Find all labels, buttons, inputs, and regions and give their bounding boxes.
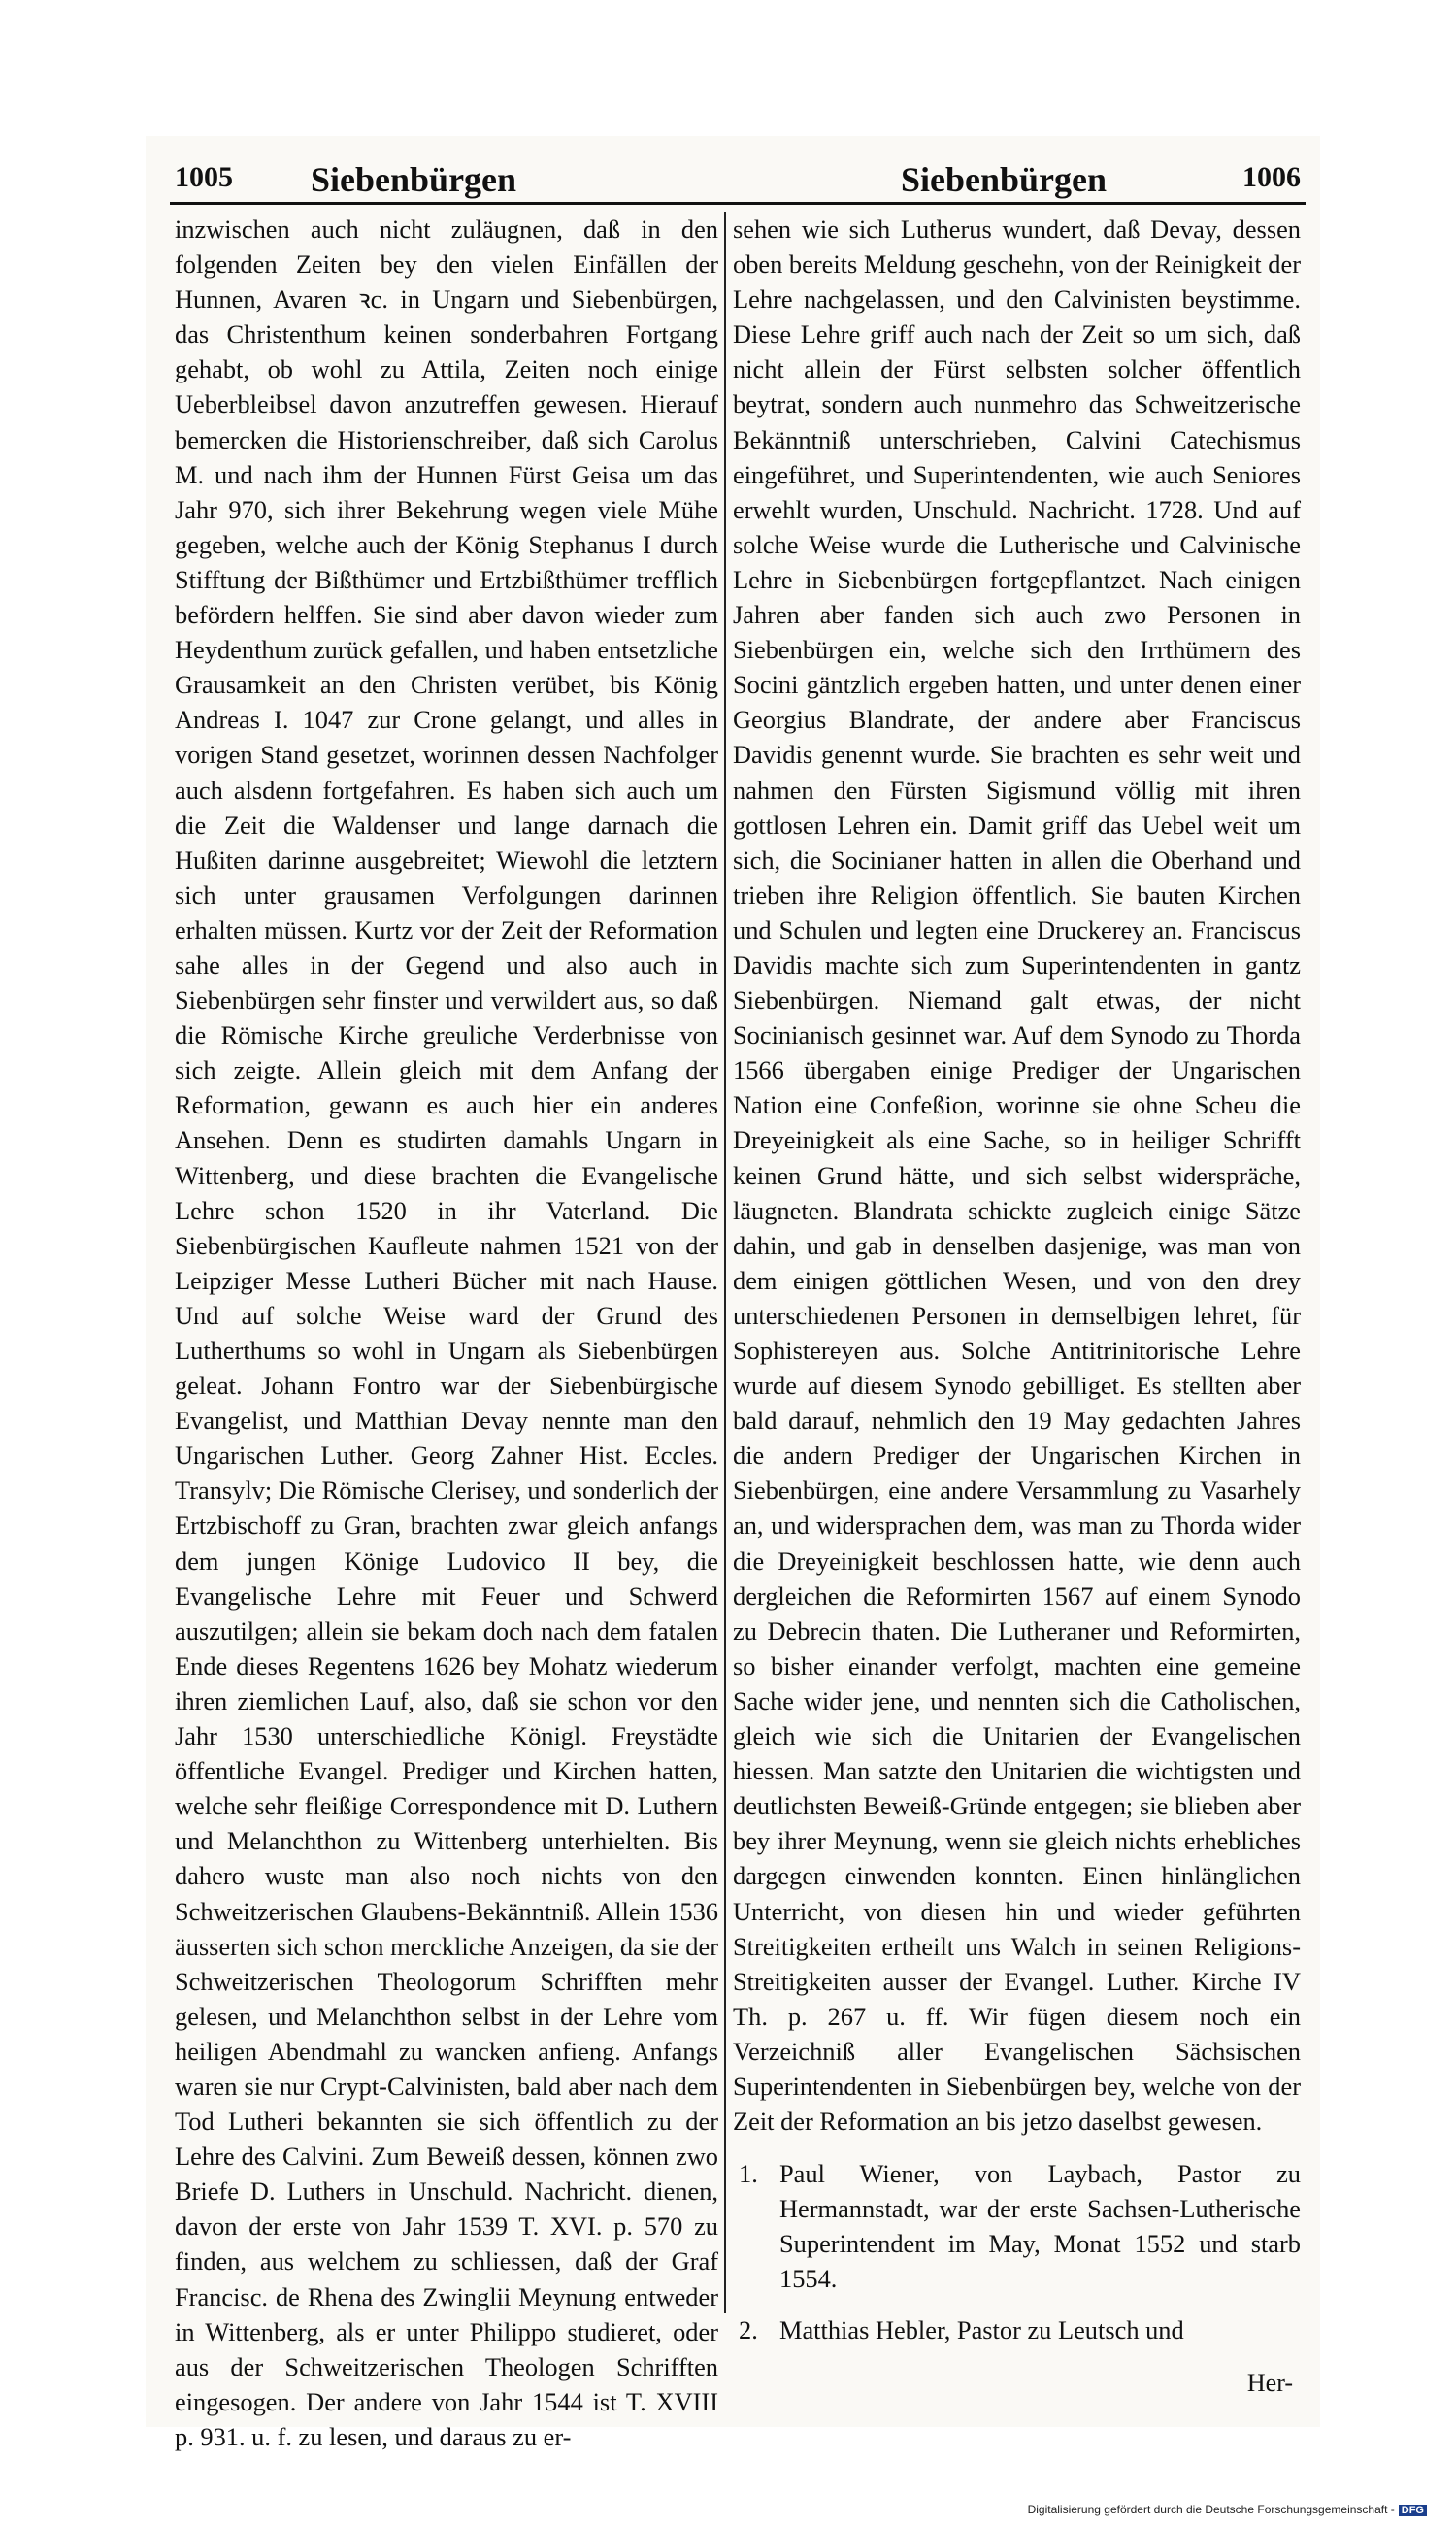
list-item-number: 1. <box>739 2159 758 2189</box>
footer-text: Digitalisierung gefördert durch die Deutsche Forschungsgemeinschaft - <box>1027 2503 1395 2516</box>
right-column-text: sehen wie sich Lutherus wundert, daß Devay, dessen oben bereits Meldung geschehn, von der Reinigkeit der Lehre nachgelassen, und den Calvinisten beystimme. Diese Lehre griff auch nach der Zeit so um sich, daß nicht allein der Fürst selbsten solcher öffentlich beytrat, sondern auch nunmehro das Schweitzerische Bekänntniß unterschrieben, Calvini Catechismus eingeführet, und Superintendenten, wie auch Seniores erwehlt wurden, Unschuld. Nachricht. 1728. Und auf solche Weise wurde die Lutherische und Calvinische Lehre in Siebenbürgen fortgepflantzet. Nach einigen Jahren aber fanden sich auch zwo Personen in Siebenbürgen ein, welche sich den Irrthümern des Socini gäntzlich ergeben hatten, und unter denen einer Georgius Blandrate, der andere aber Franciscus Davidis genennt wurde. Sie brachten es sehr weit und nahmen den Fürsten Sigismund völlig mit ihren gottlosen Lehren ein. Damit griff das Uebel weit um sich, die Socinianer hatten in allen die Oberhand und trieben ihre Religion öffentlich. Sie bauten Kirchen und Schulen und legten eine Druckerey an. Franciscus Davidis machte sich zum Superintendenten in gantz Siebenbürgen. Niemand galt etwas, der nicht Socinianisch gesinnet war. Auf dem Synodo zu Thorda 1566 übergaben einige Prediger der Ungarischen Nation eine Confeßion, worinne sie ohne Scheu die Dreyeinigkeit als eine Sache, so in heiliger Schrifft keinen Grund hätte, und sich selbst widerspräche, läugneten. Blandrata schickte zugleich einige Sätze dahin, und gab in denselben dasjenige, was man von dem einigen göttlichen Wesen, und von den drey unterschiedenen Personen in demselbigen lehret, für Sophistereyen aus. Solche Antitrinitorische Lehre wurde auf diesem Synodo gebilliget. Es stellten aber bald darauf, nehmlich den 19 May gedachten Jahres die andern Prediger der Ungarischen Kirchen in Siebenbürgen, eine andere Versammlung zu Vasarhely an, und widersprachen dem, was man zu Thorda wider die Dreyeinigkeit beschlossen hatte, wie denn auch dergleichen die Reformirten 1567 auf einem Synodo zu Debrecin thaten. Die Lutheraner und Reformirten, so bisher einander verfolgt, machten eine gemeine Sache wider jene, und nennten sich die Catholischen, gleich wie sich die Unitarien der Evangelischen hiessen. Man satzte den Unitarien die wichtigsten und deutlichsten Beweiß-Gründe entgegen; sie blieben aber bey ihrer Meynung, wenn sie gleich nichts erhebliches dargegen einwenden konnten. Einen hinlänglichen Unterricht, von diesen hin und wieder geführten Streitigkeiten ertheilt uns Walch in seinen Religions-Streitigkeiten ausser der Evangel. Luther. Kirche IV Th. p. 267 u. ff. Wir fügen diesem noch ein Verzeichniß aller Evangelischen Sächsischen Superintendenten in Siebenbürgen bey, welche von der Zeit der Reformation an bis jetzo daselbst gewesen. <box>733 215 1301 2137</box>
superintendent-list <box>733 2156 1301 2346</box>
list-item <box>733 2312 1301 2347</box>
list-item <box>733 2156 1301 2296</box>
left-column <box>175 212 718 2451</box>
page-number-right: 1006 <box>1242 161 1301 193</box>
list-item-text: Paul Wiener, von Laybach, Pastor zu Hermannstadt, war der erste Sachsen-Lutherische Superintendent im May, Monat 1552 und starb 1554. <box>779 2159 1301 2294</box>
right-column <box>733 212 1301 2344</box>
catchword: Her- <box>1246 2369 1293 2397</box>
page-number-left: 1005 <box>175 161 233 193</box>
left-column-text: inzwischen auch nicht zuläugnen, daß in den folgenden Zeiten bey den vielen Einfällen der Hunnen, Avaren ꝛc. in Ungarn und Siebenbürgen, das Christenthum keinen sonderbahren Fortgang gehabt, ob wohl zu Attila, Zeiten noch einige Ueberbleibsel davon anzutreffen gewesen. Hierauf bemercken die Historienschreiber, daß sich Carolus M. und nach ihm der Hunnen Fürst Geisa um das Jahr 970, sich ihrer Bekehrung wegen viele Mühe gegeben, welche auch der König Stephanus I durch Stifftung der Bißthümer und Ertzbißthümer trefflich befördern helffen. Sie sind aber davon wieder zum Heydenthum zurück gefallen, und haben entsetzliche Grausamkeit an den Christen verübet, bis König Andreas I. 1047 zur Crone gelangt, und alles in vorigen Stand gesetzet, worinnen dessen Nachfolger auch alsdenn fortgefahren. Es haben sich auch um die Zeit die Waldenser und lange darnach die Hußiten darinne ausgebreitet; Wiewohl die letztern sich unter grausamen Verfolgungen darinnen erhalten müssen. Kurtz vor der Zeit der Reformation sahe alles in der Gegend und also auch in Siebenbürgen sehr finster und verwildert aus, so daß die Römische Kirche greuliche Verderbnisse von sich zeigte. Allein gleich mit dem Anfang der Reformation, gewann es auch hier ein anderes Ansehen. Denn es studirten damahls Ungarn in Wittenberg, und diese brachten die Evangelische Lehre schon 1520 in ihr Vaterland. Die Siebenbürgischen Kaufleute nahmen 1521 von der Leipziger Messe Lutheri Bücher mit nach Hause. Und auf solche Weise ward der Grund des Lutherthums so wohl in Ungarn als Siebenbürgen geleat. Johann Fontro war der Siebenbürgische Evangelist, und Matthian Devay nennte man den Ungarischen Luther. Georg Zahner Hist. Eccles. Transylv; Die Römische Clerisey, und sonderlich der Ertzbischoff zu Gran, brachten zwar gleich anfangs dem jungen Könige Ludovico II bey, die Evangelische Lehre mit Feuer und Schwerd auszutilgen; allein sie bekam doch nach dem fatalen Ende dieses Regentens 1626 bey Mohatz wiederum ihren ziemlichen Lauf, also, daß sie schon vor den Jahr 1530 unterschiedliche Königl. Freystädte öffentliche Evangel. Prediger und Kirchen hatten, welche sehr fleißige Correspondence mit D. Luthern und Melanchthon zu Wittenberg unterhielten. Bis dahero wuste man also noch nichts von den Schweitzerischen Glaubens-Bekänntniß. Allein 1536 äusserten sich schon merckliche Anzeigen, da sie der Schweitzerischen Theologorum Schrifften mehr gelesen, und Melanchthon selbst in der Lehre vom heiligen Abendmahl zu wancken anfieng. Anfangs waren sie nur Crypt-Calvinisten, bald aber nach dem Tod Lutheri bekannten sie sich öffentlich zu der Lehre des Calvini. Zum Beweiß dessen, können zwo Briefe D. Luthers in Unschuld. Nachricht. dienen, davon der erste von Jahr 1539 T. XVI. p. 570 zu finden, aus welchem zu schliessen, daß der Graf Francisc. de Rhena des Zwinglii Meynung entweder in Wittenberg, als er unter Philippo studieret, oder aus der Schweitzerischen Theologen Schrifften eingesogen. Der andere von Jahr 1544 ist T. XVIII p. 931. u. f. zu lesen, und daraus zu er- <box>175 215 718 2451</box>
column-divider <box>724 212 726 2313</box>
dfg-logo: DFG <box>1399 2505 1427 2516</box>
running-title-right: Siebenbürgen <box>900 160 1107 199</box>
list-item-text: Matthias Hebler, Pastor zu Leutsch und <box>779 2314 1184 2344</box>
header-rule <box>170 202 1306 205</box>
list-item-number: 2. <box>739 2314 758 2344</box>
digitization-footer <box>1028 2503 1427 2516</box>
running-title-left: Siebenbürgen <box>311 160 517 199</box>
